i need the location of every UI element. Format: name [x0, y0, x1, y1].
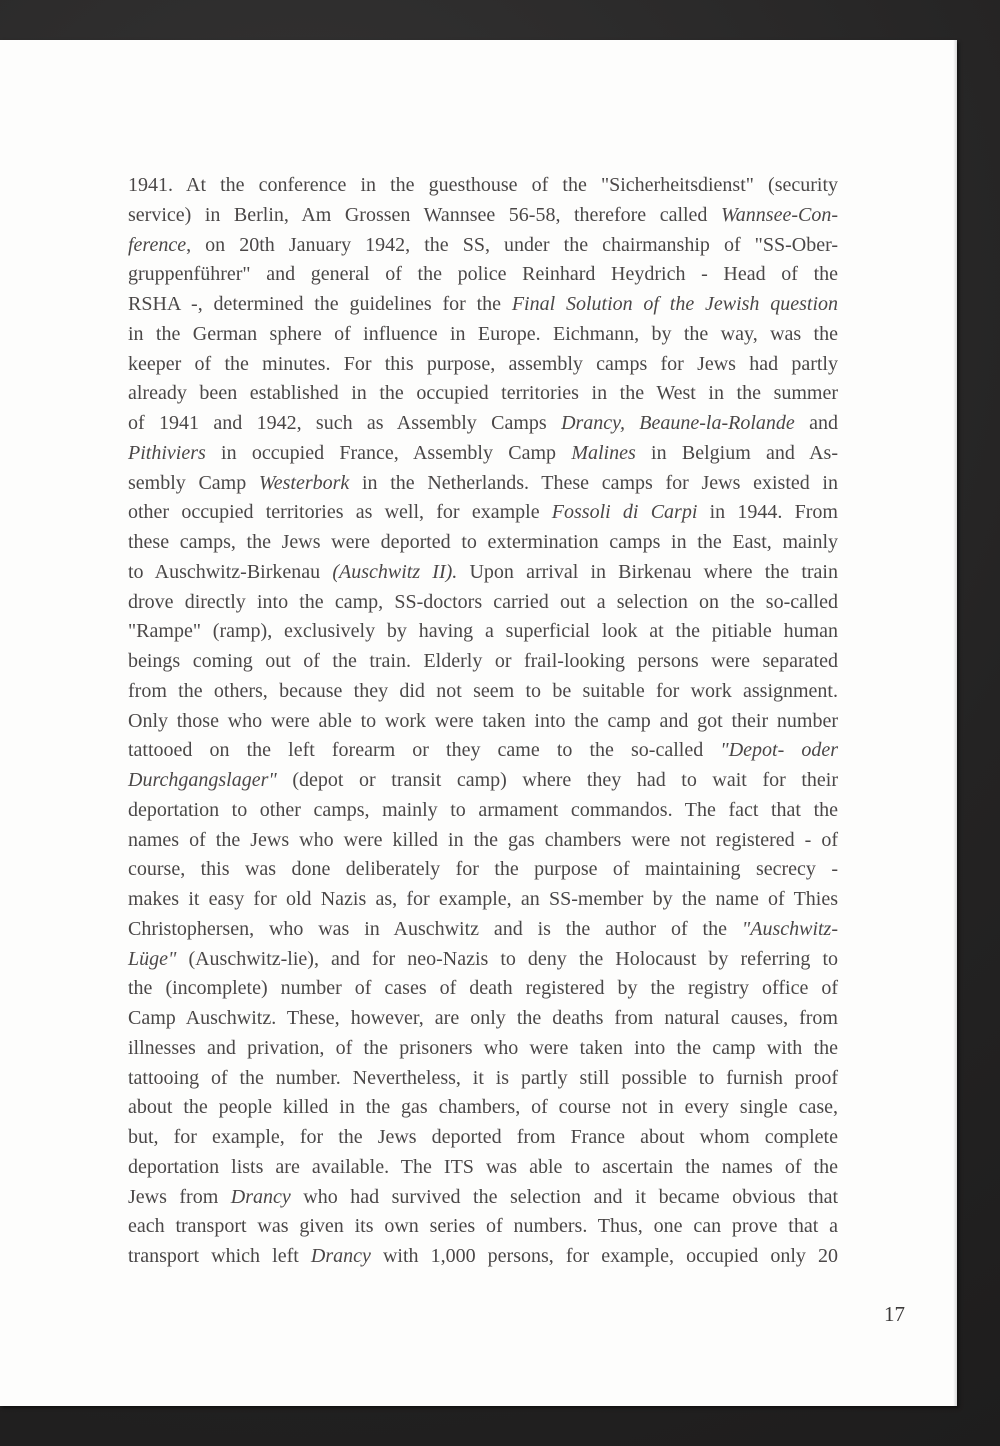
text-run: in occupied France, Assembly Camp	[205, 441, 572, 464]
italic-text: "Depot- oder	[720, 739, 838, 762]
text-run: from the others, because they did not seem to be suitable for work assignment.	[128, 679, 838, 702]
text-line	[128, 885, 838, 915]
italic-text: Drancy	[310, 1245, 371, 1267]
text-line	[128, 469, 838, 499]
italic-text: Drancy, Beaune-la-Rolande	[561, 412, 795, 434]
text-line	[128, 1093, 838, 1123]
text-line	[128, 915, 838, 945]
text-run: to Auschwitz-Birkenau	[128, 560, 333, 583]
text-line	[128, 1034, 838, 1064]
text-run: in 1944. From	[697, 501, 838, 524]
text-run: makes it easy for old Nazis as, for example, an SS-member by the name of Thies	[128, 888, 838, 910]
text-run: tattooing of the number. Nevertheless, it is partly still possible to furnish proof	[128, 1066, 838, 1089]
text-run: illnesses and privation, of the prisoners who were taken into the camp with the	[128, 1036, 838, 1059]
text-run: Only those who were able to work were taken into the camp and got their number	[128, 709, 838, 732]
text-run: the (incomplete) number of cases of death registered by the registry office of	[128, 977, 838, 1000]
text-line	[128, 498, 838, 528]
italic-text: Wannsee-Con-	[720, 203, 838, 226]
text-line	[128, 1064, 838, 1094]
text-line	[128, 528, 838, 558]
text-run: in the Netherlands. These camps for Jews existed in	[349, 471, 838, 494]
text-run: about the people killed in the gas chambers, of course not in every single case,	[128, 1096, 838, 1119]
text-line	[128, 350, 838, 380]
italic-text: (Auschwitz II).	[332, 560, 458, 583]
italic-text: Final Solution of the Jewish question	[511, 293, 838, 315]
text-run: but, for example, for the Jews deported from France about whom complete	[128, 1126, 838, 1148]
text-run: with 1,000 persons, for example, occupied only 20	[370, 1245, 838, 1267]
text-run: 1941. At the conference in the guesthouse of the "Sicherheitsdienst" (security	[128, 174, 838, 196]
text-line	[128, 826, 838, 856]
text-line	[128, 201, 838, 231]
text-run: Christophersen, who was in Auschwitz and is the author of the	[128, 917, 742, 940]
text-run: keeper of the minutes. For this purpose, assembly camps for Jews had partly	[128, 352, 838, 375]
text-line	[128, 1123, 838, 1153]
text-run: "Rampe" (ramp), exclusively by having a superficial look at the pitiable human	[128, 620, 838, 643]
text-run: already been established in the occupied territories in the West in the summer	[128, 382, 838, 405]
text-run: (Auschwitz-lie), and for neo-Nazis to deny the Holocaust by referring to	[176, 947, 838, 970]
text-run: each transport was given its own series of numbers. Thus, one can prove that a	[128, 1215, 838, 1238]
text-run: names of the Jews who were killed in the gas chambers were not registered - of	[128, 828, 838, 851]
italic-text: ference	[128, 233, 187, 256]
text-run: Camp Auschwitz. These, however, are only the deaths from natural causes, from	[128, 1007, 838, 1029]
text-run: of 1941 and 1942, such as Assembly Camps	[128, 412, 562, 434]
text-run: Upon arrival in Birkenau where the train	[457, 560, 838, 583]
body-text	[128, 171, 838, 1272]
text-run: other occupied territories as well, for example	[128, 501, 552, 524]
italic-text: Pithiviers	[128, 441, 206, 464]
text-run: deportation lists are available. The ITS was able to ascertain the names of the	[128, 1155, 838, 1178]
book-page	[0, 40, 957, 1406]
text-run: service) in Berlin, Am Grossen Wannsee 56-58, therefore called	[128, 203, 721, 226]
text-line	[128, 379, 838, 409]
text-line	[128, 1242, 838, 1272]
text-line	[128, 439, 838, 469]
text-line	[128, 855, 838, 885]
text-line	[128, 558, 838, 588]
text-line	[128, 290, 838, 320]
text-run: RSHA -, determined the guidelines for the	[128, 293, 512, 315]
text-line	[128, 617, 838, 647]
italic-text: "Auschwitz-	[741, 917, 838, 940]
text-line	[128, 260, 838, 290]
page-number: 17	[884, 1302, 905, 1326]
text-line	[128, 736, 838, 766]
text-line	[128, 796, 838, 826]
text-run: deportation to other camps, mainly to armament commandos. The fact that the	[128, 798, 838, 821]
text-run: transport which left	[128, 1245, 311, 1267]
text-run: who had survived the selection and it became obvious that	[290, 1185, 838, 1208]
text-run: in the German sphere of influence in Europe. Eichmann, by the way, was the	[128, 322, 838, 345]
text-run: Jews from	[128, 1185, 231, 1208]
text-line	[128, 974, 838, 1004]
text-line	[128, 945, 838, 975]
text-run: and	[794, 412, 839, 434]
text-line	[128, 1212, 838, 1242]
text-run: course, this was done deliberately for the purpose of maintaining secrecy -	[128, 858, 838, 881]
text-line	[128, 1153, 838, 1183]
text-run: (depot or transit camp) where they had to wait for their	[276, 769, 838, 791]
text-line	[128, 677, 838, 707]
text-line	[128, 171, 838, 201]
text-run: these camps, the Jews were deported to extermination camps in the East, mainly	[128, 531, 838, 553]
text-line	[128, 1183, 838, 1213]
text-line	[128, 320, 838, 350]
text-run: gruppenführer" and general of the police Reinhard Heydrich - Head of the	[128, 263, 838, 286]
italic-text: Drancy	[230, 1185, 291, 1208]
text-line	[128, 766, 838, 796]
text-run: beings coming out of the train. Elderly or frail-looking persons were separated	[128, 650, 838, 672]
text-run: sembly Camp	[128, 471, 259, 494]
text-line	[128, 1004, 838, 1034]
text-run: in Belgium and As-	[635, 441, 838, 464]
italic-text: Westerbork	[258, 471, 350, 494]
italic-text: Malines	[571, 441, 636, 464]
text-run: , on 20th January 1942, the SS, under the chairmanship of "SS-Ober-	[186, 233, 838, 256]
text-line	[128, 707, 838, 737]
text-run: tattooed on the left forearm or they came to the so-called	[128, 739, 721, 762]
text-run: drove directly into the camp, SS-doctors carried out a selection on the so-called	[128, 590, 838, 613]
text-line	[128, 409, 838, 439]
italic-text: Durchgangslager"	[128, 769, 277, 791]
text-line	[128, 231, 838, 261]
italic-text: Lüge"	[128, 947, 177, 970]
text-line	[128, 647, 838, 677]
italic-text: Fossoli di Carpi	[551, 501, 698, 524]
text-line	[128, 588, 838, 618]
